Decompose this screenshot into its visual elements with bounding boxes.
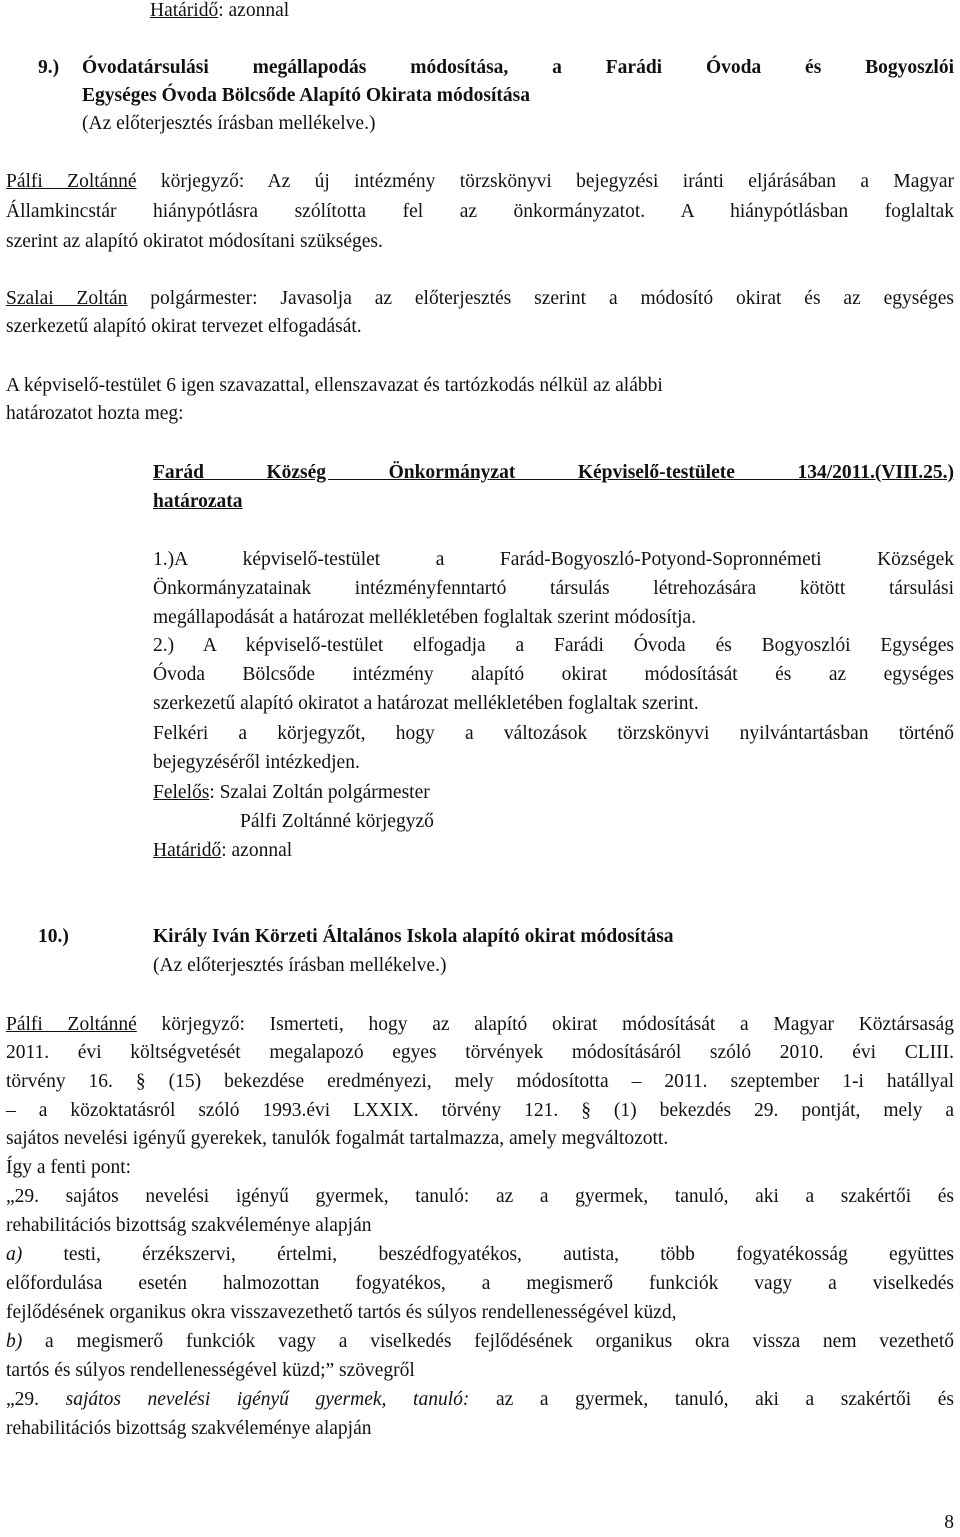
resolution-title-line1: Farád Község Önkormányzat Képviselő-testülete 134/2011.(VIII.25.): [153, 462, 954, 483]
resolution-line: Óvoda Bölcsőde intézmény alapító okirat módosítását és az egységes: [153, 664, 954, 685]
item10-a-line3: fejlődésének organikus okra visszavezethető tartós és súlyos rendellenességével küzd,: [6, 1302, 677, 1323]
resolution-line: szerkezetű alapító okiratot a határozat mellékletében foglaltak szerint.: [153, 693, 699, 714]
vote-line2: határozatot hozta meg:: [6, 403, 184, 424]
top-deadline: [150, 0, 289, 22]
item10-note: (Az előterjesztés írásban mellékelve.): [153, 955, 447, 976]
resolution-title-line2: határozata: [153, 491, 243, 512]
item10-line: sajátos nevelési igényű gyerekek, tanulók fogalmát tartalmazza, amely megváltozott.: [6, 1128, 669, 1149]
responsible-line: Felelős: Szalai Zoltán polgármester: [153, 782, 430, 803]
item10-new-quote-line1: „29. sajátos nevelési igényű gyermek, tanuló: az a gyermek, tanuló, aki a szakértői és: [6, 1389, 955, 1410]
responsible-line2: Pálfi Zoltánné körjegyző: [240, 811, 434, 832]
item10-b-line1: b) a megismerő funkciók vagy a viselkedés fejlődésének organikus okra vissza nem vezethető: [6, 1331, 954, 1352]
defined-term: sajátos nevelési igényű gyermek, tanuló:: [65, 1389, 470, 1410]
item10-title: Király Iván Körzeti Általános Iskola alapító okirat módosítása: [153, 926, 674, 947]
speaker-name: Pálfi Zoltánné: [6, 1014, 137, 1035]
item10-b-line2: tartós és súlyos rendellenességével küzd;” szövegről: [6, 1360, 415, 1381]
speaker-name: Pálfi Zoltánné: [6, 171, 137, 192]
item9-p1-line3: szerint az alapító okiratot módosítani szükséges.: [6, 231, 383, 252]
item9-title-line2: Egységes Óvoda Bölcsőde Alapító Okirata módosítása: [82, 85, 530, 106]
resolution-line: Önkormányzatainak intézményfenntartó társulás létrehozására kötött társulási: [153, 578, 954, 599]
item9-title-line1: Óvodatársulási megállapodás módosítása, a Farádi Óvoda és Bogyoszlói: [82, 57, 954, 78]
resolution-line: 2.) A képviselő-testület elfogadja a Farádi Óvoda és Bogyoszlói Egységes: [153, 635, 954, 656]
deadline-value: : azonnal: [218, 0, 290, 21]
item10-a-line1: a) testi, érzékszervi, értelmi, beszédfogyatékos, autista, több fogyatékosság együttes: [6, 1244, 954, 1265]
resolution-line: megállapodását a határozat mellékletében foglaltak szerint módosítja.: [153, 607, 697, 628]
deadline-label: Határidő: [150, 0, 219, 21]
item10-a-line2: előfordulása esetén halmozottan fogyatékos, a megismerő funkciók vagy a viselkedés: [6, 1273, 954, 1294]
list-label-b: b): [6, 1331, 23, 1352]
page-number: 8: [944, 1512, 954, 1533]
item10-line: Így a fenti pont:: [6, 1157, 132, 1178]
item10-line: – a közoktatásról szóló 1993.évi LXXIX. törvény 121. § (1) bekezdés 29. pontját, mely a: [6, 1100, 954, 1121]
resolution-line: Felkéri a körjegyzőt, hogy a változások törzskönyvi nyilvántartásban történő: [153, 723, 954, 744]
item9-p1-line2: Államkincstár hiánypótlásra szólította fel az önkormányzatot. A hiánypótlásban foglaltak: [6, 201, 954, 222]
item9-p2-line1: Szalai Zoltán polgármester: Javasolja az előterjesztés szerint a módosító okirat és az egységes: [6, 288, 954, 309]
item10-line: 2011. évi költségvetését megalapozó egyes törvények módosításáról szóló 2010. évi CLIII.: [6, 1042, 954, 1063]
item9-deadline: Határidő: azonnal: [153, 840, 293, 861]
item10-p1-line1: Pálfi Zoltánné körjegyző: Ismerteti, hogy az alapító okirat módosítását a Magyar Köztársaság: [6, 1014, 954, 1035]
item10-number: 10.): [38, 926, 69, 947]
item10-line: rehabilitációs bizottság szakvéleménye alapján: [6, 1215, 372, 1236]
item9-number: 9.): [38, 57, 60, 78]
resolution-line: 1.)A képviselő-testület a Farád-Bogyoszló-Potyond-Sopronnémeti Községek: [153, 549, 954, 570]
item10-line: törvény 16. § (15) bekezdése eredményezi, mely módosította – 2011. szeptember 1-i hatállyal: [6, 1071, 954, 1092]
item9-p2-line2: szerkezetű alapító okirat tervezet elfogadását.: [6, 316, 362, 337]
item9-p1-line1: Pálfi Zoltánné körjegyző: Az új intézmény törzskönyvi bejegyzési iránti eljárásában a Magyar: [6, 171, 954, 192]
item10-new-quote-line2: rehabilitációs bizottság szakvéleménye alapján: [6, 1418, 372, 1439]
list-label-a: a): [6, 1244, 23, 1265]
item10-line: „29. sajátos nevelési igényű gyermek, tanuló: az a gyermek, tanuló, aki a szakértői és: [6, 1186, 954, 1207]
vote-line1: A képviselő-testület 6 igen szavazattal, ellenszavazat és tartózkodás nélkül az alábbi: [6, 375, 663, 396]
speaker-name: Szalai Zoltán: [6, 288, 128, 309]
resolution-line: bejegyzéséről intézkedjen.: [153, 752, 360, 773]
item9-note: (Az előterjesztés írásban mellékelve.): [82, 113, 376, 134]
responsible-label: Felelős: [153, 782, 210, 803]
deadline-label: Határidő: [153, 840, 222, 861]
